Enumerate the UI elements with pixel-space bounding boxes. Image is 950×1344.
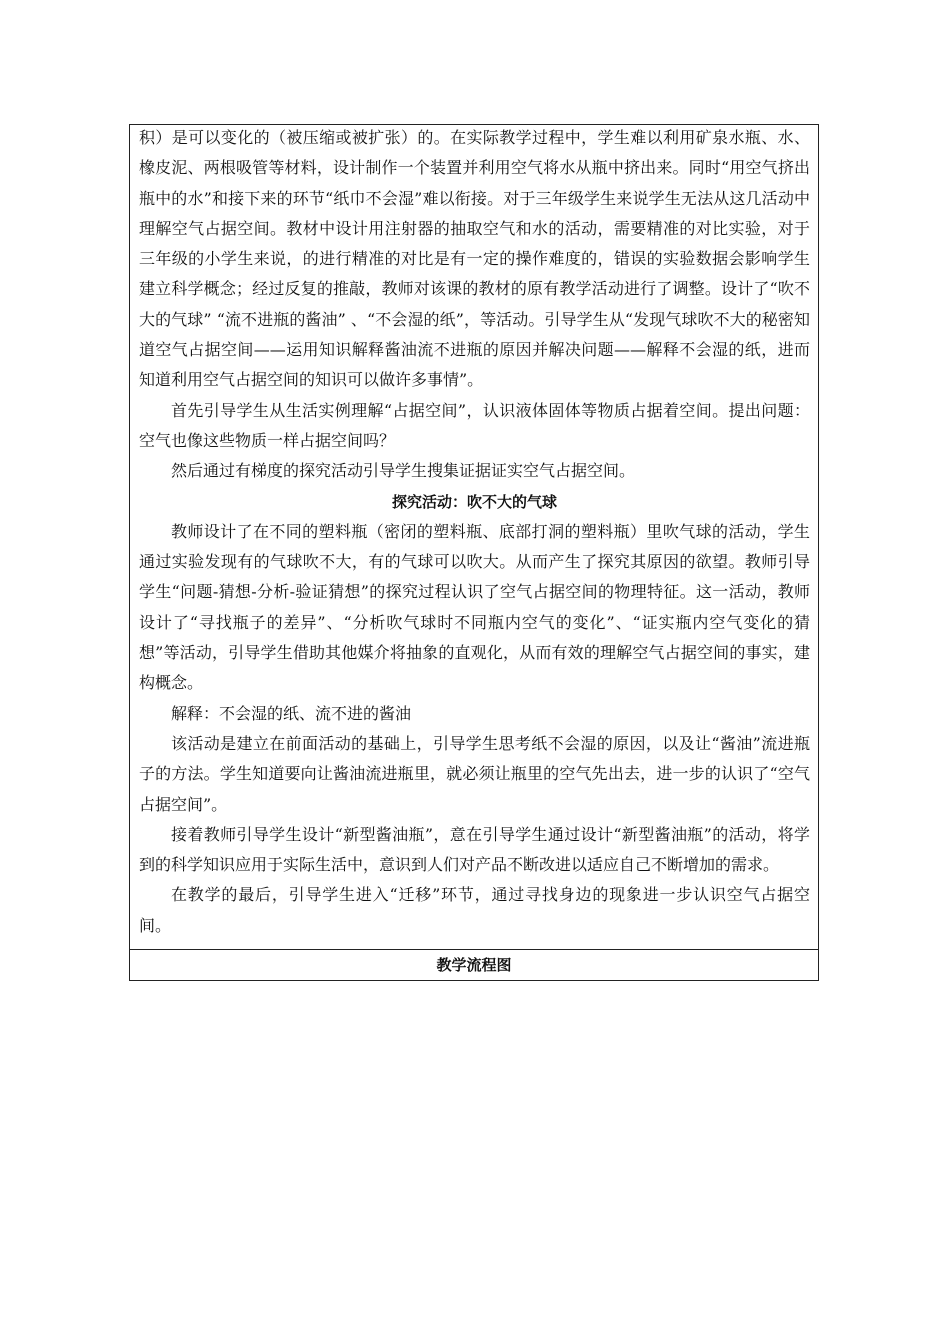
- paragraph-transition: 然后通过有梯度的探究活动引导学生搜集证据证实空气占据空间。: [171, 461, 636, 481]
- section-heading: 探究活动：吹不大的气球: [391, 492, 557, 511]
- paragraph-intro: 首先引导学生从生活实例理解“占据空间”，认识液体固体等物质占据着空间。提出问题：空气也像这些物质一样占据空间吗？: [139, 400, 810, 450]
- paragraph-continuation: 积）是可以变化的（被压缩或被扩张）的。在实际教学过程中，学生难以利用矿泉水瓶、水、橡皮泥、两根吸管等材料，设计制作一个装置并利用空气将水从瓶中挤出来。同时“用空气挤出瓶中的水”和接下来的环节“纸巾不会湿”难以衔接。对于三年级学生来说学生无法从这几活动中理解空气占据空间。教材中设计用注射器的抽取空气和水的活动，需要精准的对比实验，对于三年级的小学生来说，的进行精准的对比是有一定的操作难度的，错误的实验数据会影响学生建立科学概念；经过反复的推敲，教师对该课的教材的原有教学活动进行了调整。设计了“吹不大的气球” “流不进瓶的酱油” 、“不会湿的纸”，等活动。引导学生从“发现气球吹不大的秘密知道空气占据空间——运用知识解释酱油流不进瓶的原因并解决问题——解释不会湿的纸，进而知道利用空气占据空间的知识可以做许多事情”。: [139, 128, 810, 390]
- teaching-design-cell: [130, 123, 818, 949]
- paragraph-explain-title: 解释：不会湿的纸、流不进的酱油: [171, 703, 412, 723]
- paragraph-transfer: 在教学的最后，引导学生进入“迁移”环节，通过寻找身边的现象进一步认识空气占据空间。: [139, 885, 810, 935]
- paragraph-explain-body: 该活动是建立在前面活动的基础上，引导学生思考纸不会湿的原因，以及让“酱油”流进瓶子的方法。学生知道要向让酱油流进瓶里，就必须让瓶里的空气先出去，进一步的认识了“空气占据空间”。: [139, 733, 810, 814]
- flowchart-row-title: 教学流程图: [130, 949, 818, 980]
- paragraph-design-bottle: 接着教师引导学生设计“新型酱油瓶”，意在引导学生通过设计“新型酱油瓶”的活动，将学到的科学知识应用于实际生活中，意识到人们对产品不断改进以适应自己不断增加的需求。: [139, 824, 810, 875]
- paragraph-balloon-activity: 教师设计了在不同的塑料瓶（密闭的塑料瓶、底部打洞的塑料瓶）里吹气球的活动，学生通过实验发现有的气球吹不大，有的气球可以吹大。从而产生了探究其原因的欲望。教师引导学生“问题-猜想-分析-验证猜想”的探究过程认识了空气占据空间的物理特征。这一活动，教师设计了“寻找瓶子的差异”、“分析吹气球时不同瓶内空气的变化”、“证实瓶内空气变化的猜想”等活动，引导学生借助其他媒介将抽象的直观化，从而有效的理解空气占据空间的事实，建构概念。: [139, 521, 810, 693]
- lesson-plan-table: [129, 124, 819, 981]
